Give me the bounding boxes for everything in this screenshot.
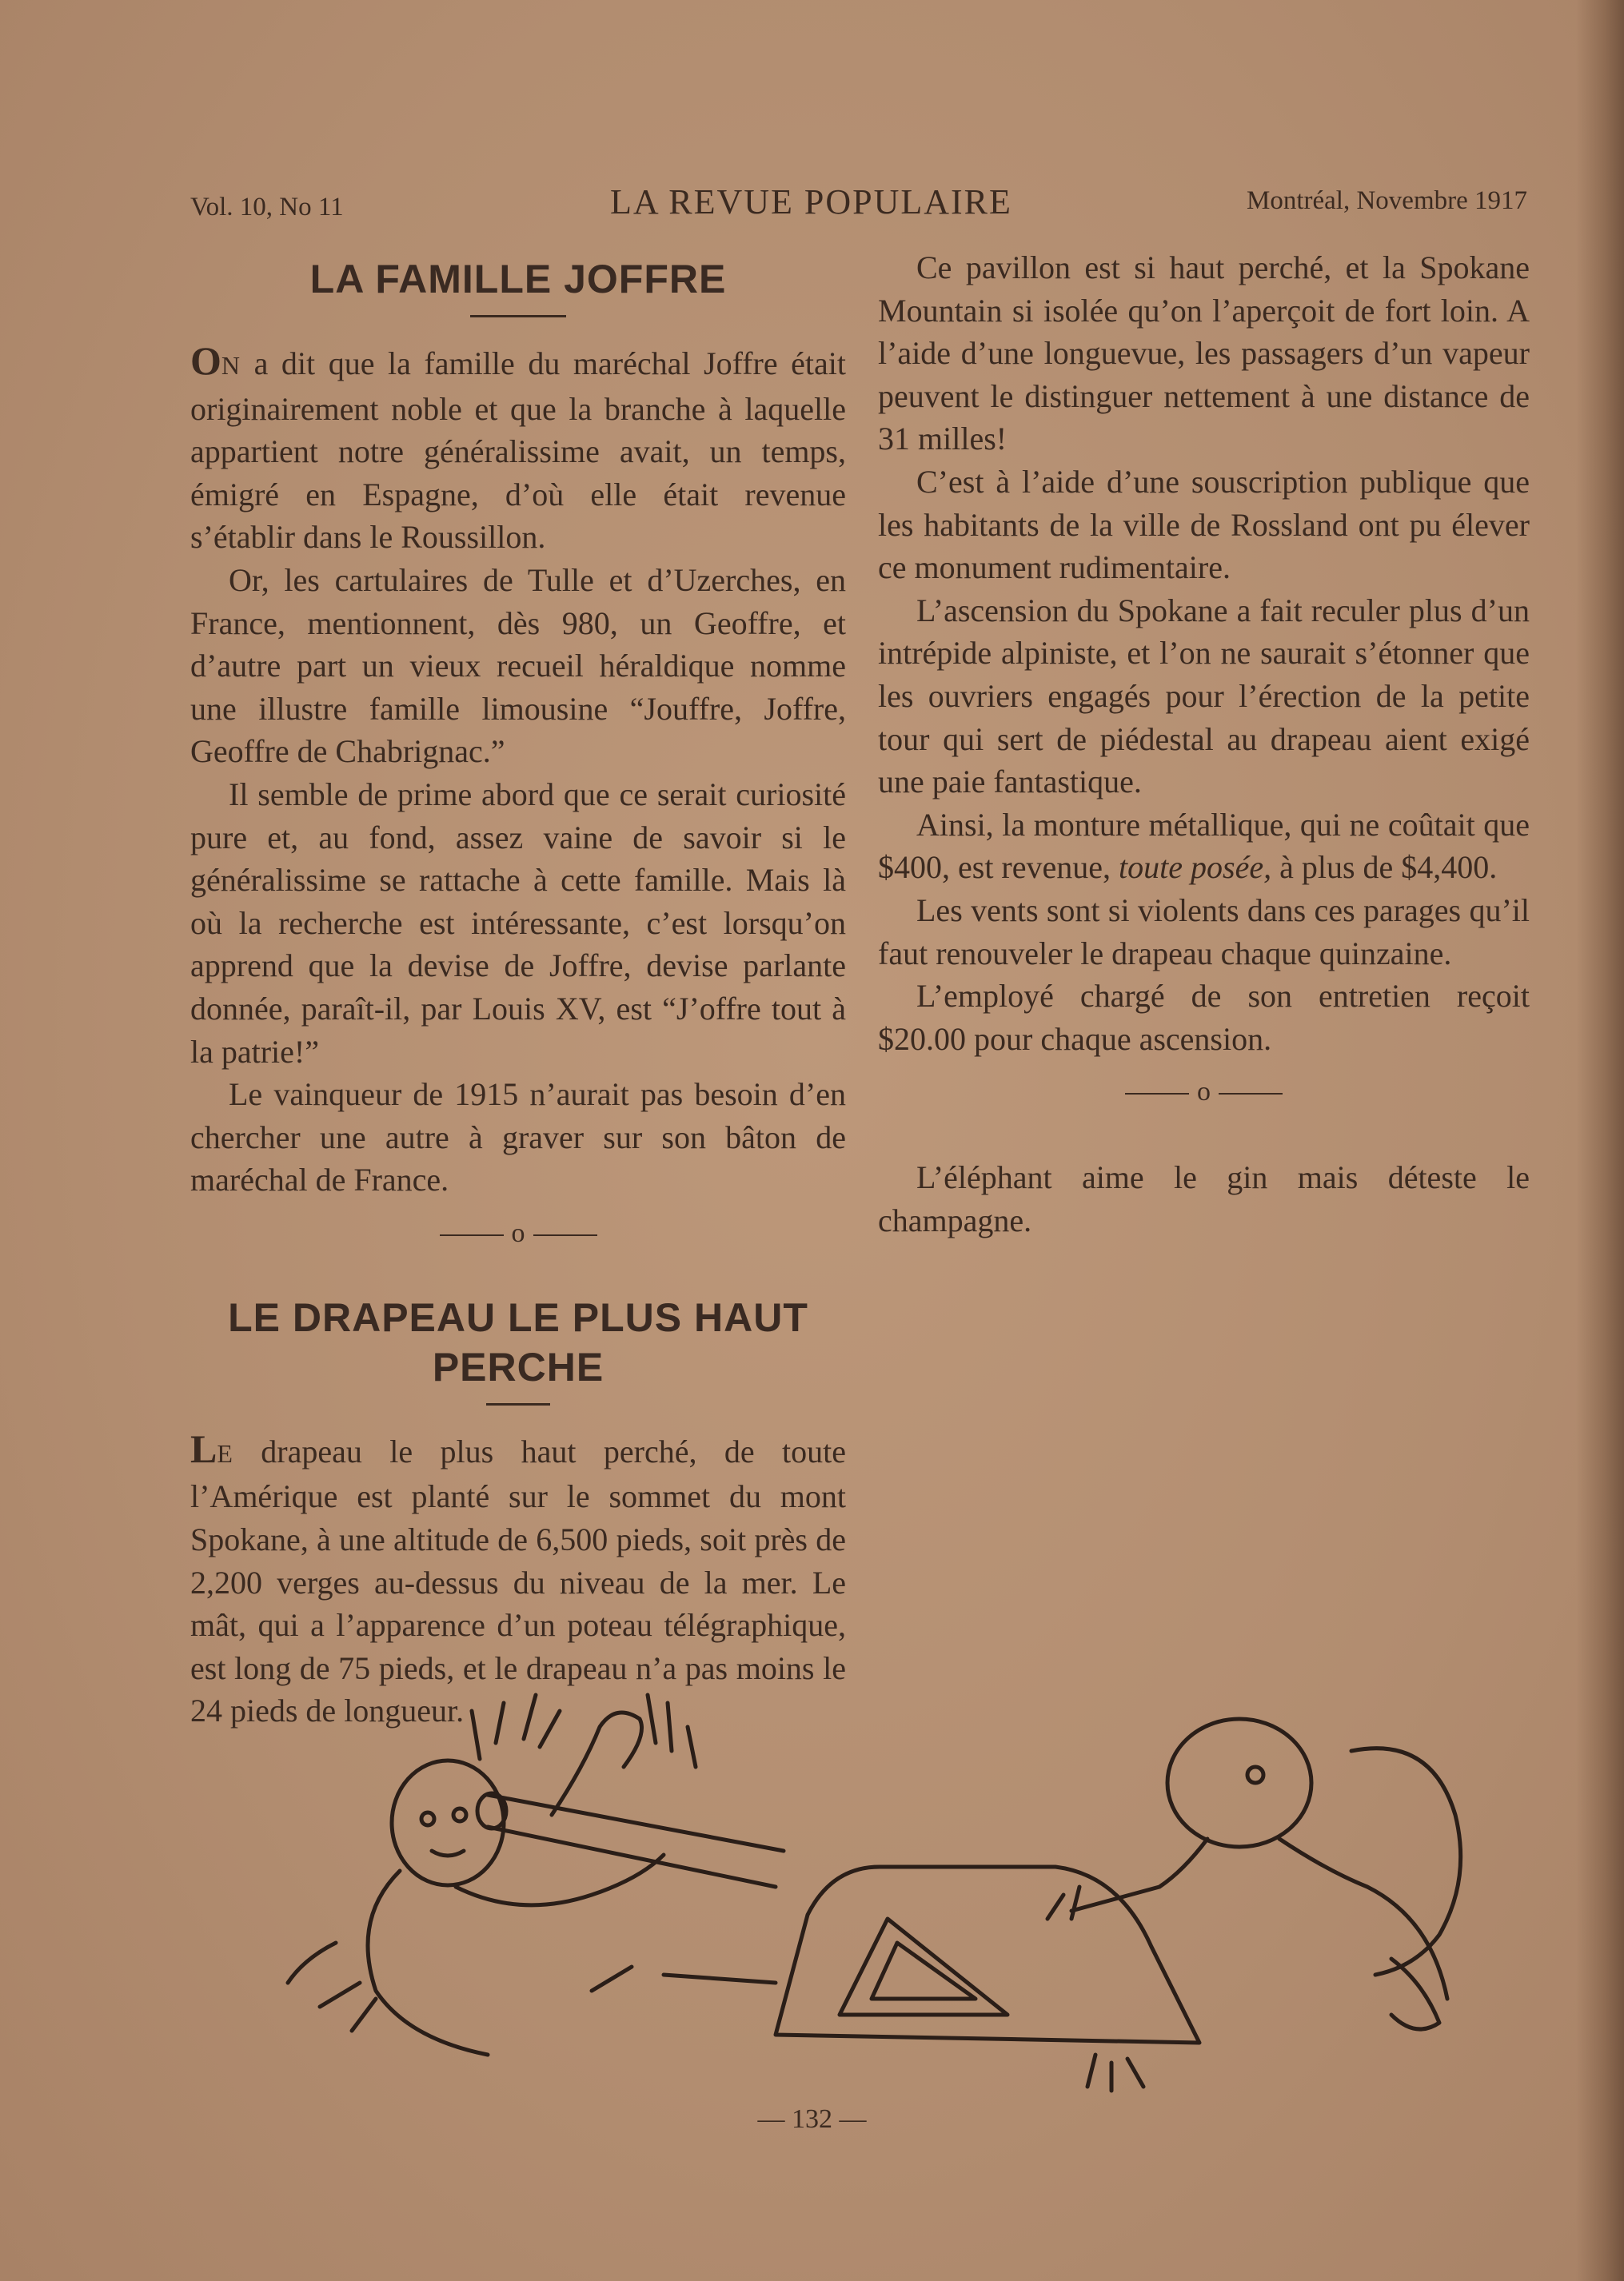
right-column bbox=[878, 246, 1530, 1242]
paragraph-text: drapeau le plus haut perché, de toute l’Amérique est planté sur le sommet du mont Spokane, à une altitude de 6,500 pieds, soit près de 2,200 verges au-dessus du niveau de la mer. Le mât, qui a l’apparence d’un poteau télégraphique, est long de 75 pieds, et le drapeau n’a pas moins le 24 pieds de longueur. bbox=[190, 1433, 846, 1729]
paragraph: Il semble de prime abord que ce serait curiosité pure et, au fond, assez vaine de savoir si le généralissime se rattache à cette famille. Mais là où la recherche est intéressante, c’est lorsqu’on apprend que la devise de Joffre, devise parlante donnée, paraît-il, par Louis XV, est “J’offre tout à la patrie!” bbox=[190, 776, 846, 1070]
small-caps: E bbox=[217, 1438, 233, 1468]
left-column bbox=[190, 254, 846, 1733]
article-title-joffre: LA FAMILLE JOFFRE bbox=[309, 257, 727, 301]
issue-date: Montréal, Novembre 1917 bbox=[1247, 186, 1527, 215]
article-title-drapeau: LE DRAPEAU LE PLUS HAUT PERCHE bbox=[228, 1294, 808, 1390]
drop-cap: L bbox=[190, 1426, 217, 1471]
section-separator: o bbox=[190, 1218, 846, 1250]
running-header bbox=[190, 180, 1527, 228]
paragraph: L’ascension du Spokane a fait reculer plus d’un intrépide alpiniste, et l’on ne saurait s’étonner que les ouvriers engagés pour l’érection de la petite tour qui sert de piédestal au drapeau aient exigé une paie fantastique. bbox=[878, 592, 1530, 800]
paragraph: L’employé chargé de son entretien reçoit $20.00 pour chaque ascension. bbox=[878, 978, 1530, 1057]
italic-text: toute posée, bbox=[1119, 849, 1272, 886]
drop-cap: O bbox=[190, 338, 221, 383]
left-figure-head bbox=[392, 1761, 504, 1885]
paragraph-text: a dit que la famille du maréchal Joffre était originairement noble et que la branche à laquelle appartient notre généralissime avait, un temps, émigré en Espagne, d’où elle était revenue s’établir dans le Roussillon. bbox=[190, 345, 846, 556]
small-caps: N bbox=[221, 351, 241, 380]
paragraph: Les vents sont si violents dans ces parages qu’il faut renouveler le drapeau chaque quinzaine. bbox=[878, 891, 1530, 971]
page-edge-shadow bbox=[1576, 0, 1624, 2281]
paragraph: C’est à l’aide d’une souscription publique que les habitants de la ville de Rossland ont pu élever ce monument rudimentaire. bbox=[878, 463, 1530, 586]
paragraph bbox=[190, 340, 846, 559]
title-rule bbox=[486, 1403, 550, 1406]
cartoon-illustration bbox=[216, 1679, 1543, 2095]
title-rule bbox=[470, 315, 566, 317]
paragraph: Ainsi, la monture métallique, qui ne coûtait que $400, est revenue, toute posée, à plus de $4,400. bbox=[878, 806, 1530, 886]
paragraph: L’éléphant aime le gin mais déteste le champagne. bbox=[878, 1159, 1530, 1238]
paragraph: Or, les cartulaires de Tulle et d’Uzerches, en France, mentionnent, dès 980, un Geoffre, et d’autre part un vieux recueil héraldique nomme une illustre famille limousine “Jouffre, Joffre, Geoffre de Chabrignac.” bbox=[190, 561, 846, 770]
volume-number: Vol. 10, No 11 bbox=[190, 193, 344, 221]
paragraph: Le vainqueur de 1915 n’aurait pas besoin d’en chercher une autre à graver sur son bâton de maréchal de France. bbox=[190, 1076, 846, 1198]
right-figure-head bbox=[1167, 1719, 1311, 1847]
section-separator: o bbox=[878, 1076, 1530, 1108]
paragraph: Ce pavillon est si haut perché, et la Spokane Mountain si isolée qu’on l’aperçoit de fort loin. A l’aide d’une longuevue, les passagers d’un vapeur peuvent le distinguer nettement à une distance de 31 milles! bbox=[878, 249, 1530, 457]
magazine-title: LA REVUE POPULAIRE bbox=[610, 182, 1012, 221]
page-number: — 132 — bbox=[757, 2104, 867, 2134]
